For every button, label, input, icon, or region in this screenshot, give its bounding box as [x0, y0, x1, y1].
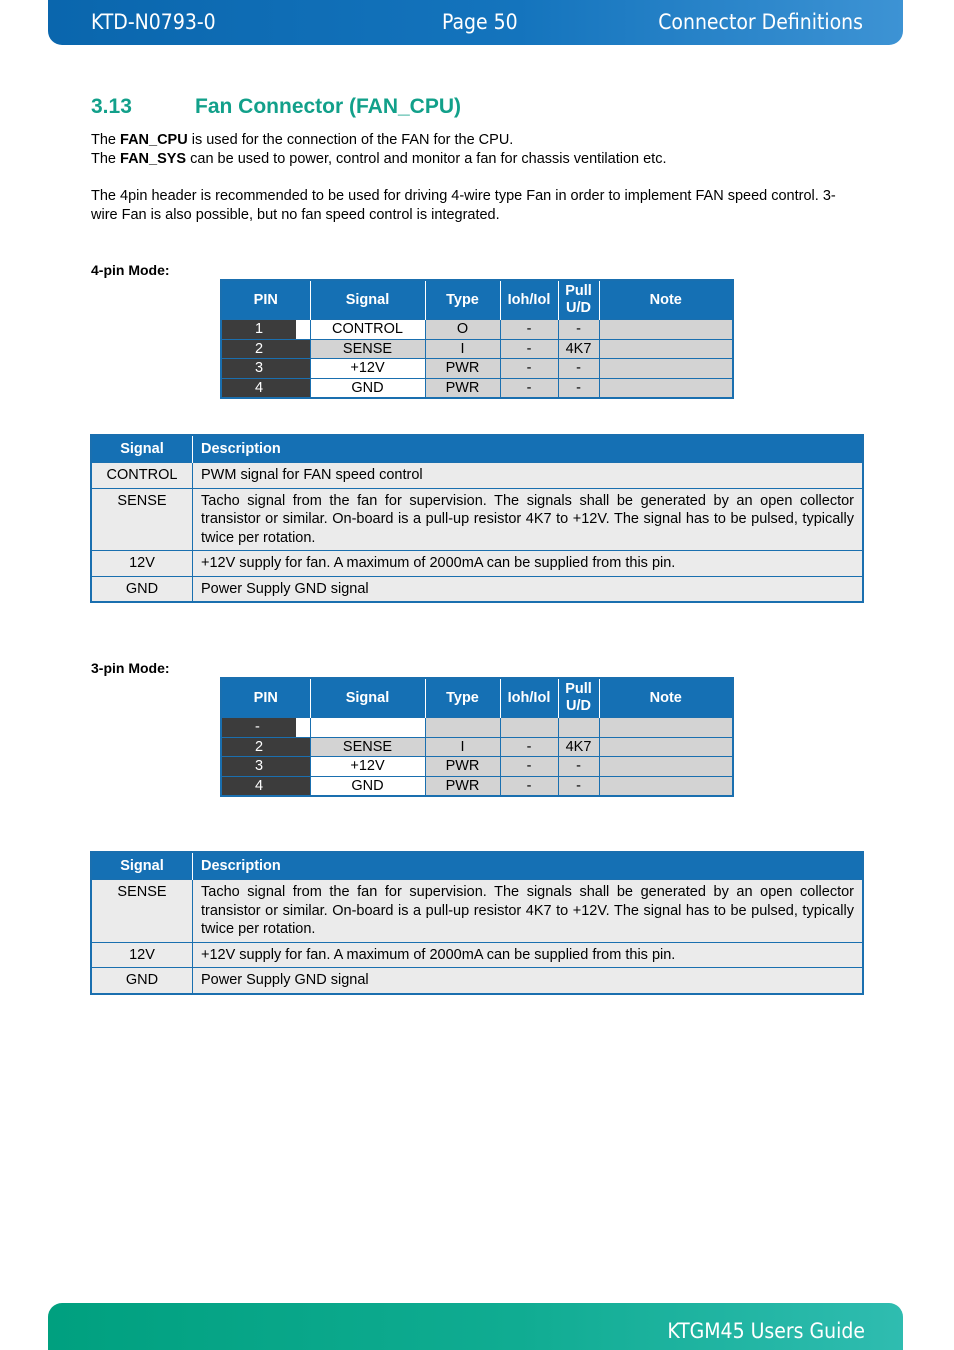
- ioh-cell: -: [500, 320, 558, 340]
- table-row: [91, 551, 863, 577]
- note-cell: [599, 757, 733, 777]
- pull-cell: -: [558, 320, 599, 340]
- mode-3pin-label: 3-pin Mode:: [91, 660, 170, 676]
- page-header: [48, 0, 903, 45]
- type-cell: PWR: [425, 378, 500, 398]
- intro-text: can be used to power, control and monitor a fan for chassis ventilation etc.: [186, 150, 667, 167]
- signal-cell: SENSE: [91, 880, 193, 943]
- type-cell: PWR: [425, 776, 500, 796]
- col-ioh: Ioh/Iol: [500, 280, 558, 320]
- type-cell: O: [425, 320, 500, 340]
- type-cell: I: [425, 737, 500, 757]
- col-note: Note: [599, 678, 733, 718]
- signal-cell: GND: [91, 968, 193, 994]
- pin-cell: 4: [221, 378, 310, 398]
- guide-title: KTGM45 Users Guide: [667, 1319, 865, 1343]
- signal-cell: +12V: [310, 757, 425, 777]
- signal-cell: 12V: [91, 942, 193, 968]
- pin-cell: 1: [221, 320, 310, 340]
- pin-cell: 4: [221, 776, 310, 796]
- pull-cell: [558, 718, 599, 738]
- table-row: [91, 880, 863, 943]
- intro-text: is used for the connection of the FAN for the CPU.: [187, 132, 514, 148]
- pin-cell: 3: [221, 757, 310, 777]
- page-footer: [48, 1303, 903, 1350]
- description-table-4pin: [90, 434, 864, 603]
- signal-cell: GND: [310, 378, 425, 398]
- col-note: Note: [599, 280, 733, 320]
- pin-table-4pin: [220, 279, 734, 399]
- note-cell: [599, 718, 733, 738]
- col-signal: Signal: [310, 678, 425, 718]
- signal-cell: +12V: [310, 359, 425, 379]
- table-row: [91, 942, 863, 968]
- table-row: [221, 757, 733, 777]
- type-cell: PWR: [425, 757, 500, 777]
- table-row: [221, 718, 733, 738]
- ioh-cell: -: [500, 359, 558, 379]
- signal-cell: SENSE: [310, 737, 425, 757]
- table-row: [221, 339, 733, 359]
- table-header-row: [221, 678, 733, 718]
- signal-cell: GND: [310, 776, 425, 796]
- description-cell: +12V supply for fan. A maximum of 2000mA can be supplied from this pin.: [193, 551, 864, 577]
- description-cell: Power Supply GND signal: [193, 968, 864, 994]
- table-row: [221, 776, 733, 796]
- description-cell: PWM signal for FAN speed control: [193, 463, 864, 489]
- table-row: [221, 320, 733, 340]
- table-row: [91, 463, 863, 489]
- col-pull: Pull U/D: [558, 678, 599, 718]
- ioh-cell: -: [500, 757, 558, 777]
- note-cell: [599, 776, 733, 796]
- intro-text: The: [91, 150, 121, 167]
- ioh-cell: -: [500, 339, 558, 359]
- type-cell: I: [425, 339, 500, 359]
- intro-paragraph: [91, 131, 861, 168]
- ioh-cell: -: [500, 378, 558, 398]
- signal-cell: GND: [91, 576, 193, 602]
- table-header-row: [91, 435, 863, 463]
- fan-cpu-term: FAN_CPU: [120, 132, 188, 148]
- fan-sys-term: FAN_SYS: [120, 150, 187, 167]
- description-cell: Tacho signal from the fan for supervision. The signals shall be generated by an open collector transistor or similar. On-board is a pull-up resistor 4K7 to +12V. The signal has to be pulsed, typically twice per rotation.: [193, 488, 864, 551]
- chapter-title: Connector Definitions: [658, 10, 863, 34]
- signal-cell: SENSE: [91, 488, 193, 551]
- table-row: [221, 737, 733, 757]
- table-row: [221, 359, 733, 379]
- section-number: 3.13: [91, 95, 132, 118]
- section-heading: [91, 95, 461, 119]
- type-cell: PWR: [425, 359, 500, 379]
- note-cell: [599, 359, 733, 379]
- pull-cell: -: [558, 378, 599, 398]
- description-cell: Tacho signal from the fan for supervision. The signals shall be generated by an open collector transistor or similar. On-board is a pull-up resistor 4K7 to +12V. The signal has to be pulsed, typically twice per rotation.: [193, 880, 864, 943]
- note-cell: [599, 737, 733, 757]
- pin-cell: -: [221, 718, 310, 738]
- pin-cell: 2: [221, 737, 310, 757]
- signal-cell: CONTROL: [91, 463, 193, 489]
- table-row: [91, 576, 863, 602]
- col-pin: PIN: [221, 280, 310, 320]
- pull-cell: -: [558, 776, 599, 796]
- table-row: [91, 968, 863, 994]
- col-ioh: Ioh/Iol: [500, 678, 558, 718]
- signal-cell: CONTROL: [310, 320, 425, 340]
- col-type: Type: [425, 678, 500, 718]
- pin-cell: 3: [221, 359, 310, 379]
- signal-cell: SENSE: [310, 339, 425, 359]
- table-header-row: [221, 280, 733, 320]
- pull-cell: 4K7: [558, 339, 599, 359]
- pull-cell: -: [558, 757, 599, 777]
- signal-cell: [310, 718, 425, 738]
- col-pull: Pull U/D: [558, 280, 599, 320]
- doc-id: KTD-N0793-0: [91, 10, 216, 34]
- table-header-row: [91, 852, 863, 880]
- mode-4pin-label: 4-pin Mode:: [91, 262, 170, 278]
- ioh-cell: -: [500, 776, 558, 796]
- description-cell: +12V supply for fan. A maximum of 2000mA can be supplied from this pin.: [193, 942, 864, 968]
- note-cell: [599, 320, 733, 340]
- pin-table-3pin: [220, 677, 734, 797]
- col-pin: PIN: [221, 678, 310, 718]
- signal-cell: 12V: [91, 551, 193, 577]
- fan-recommendation-paragraph: The 4pin header is recommended to be used for driving 4-wire type Fan in order to implement FAN speed control. 3-wire Fan is also possible, but no fan speed control is integrated.: [91, 188, 836, 223]
- ioh-cell: [500, 718, 558, 738]
- description-table-3pin: [90, 851, 864, 995]
- col-signal: Signal: [91, 435, 193, 463]
- page-number: Page 50: [442, 10, 518, 34]
- intro-text: The: [91, 132, 121, 148]
- section-title: Fan Connector (FAN_CPU): [195, 95, 462, 118]
- note-cell: [599, 378, 733, 398]
- pin-cell: 2: [221, 339, 310, 359]
- col-signal: Signal: [91, 852, 193, 880]
- table-row: [221, 378, 733, 398]
- col-type: Type: [425, 280, 500, 320]
- col-description: Description: [193, 852, 864, 880]
- pull-cell: -: [558, 359, 599, 379]
- pull-cell: 4K7: [558, 737, 599, 757]
- col-signal: Signal: [310, 280, 425, 320]
- type-cell: [425, 718, 500, 738]
- table-row: [91, 488, 863, 551]
- description-cell: Power Supply GND signal: [193, 576, 864, 602]
- note-cell: [599, 339, 733, 359]
- ioh-cell: -: [500, 737, 558, 757]
- col-description: Description: [193, 435, 864, 463]
